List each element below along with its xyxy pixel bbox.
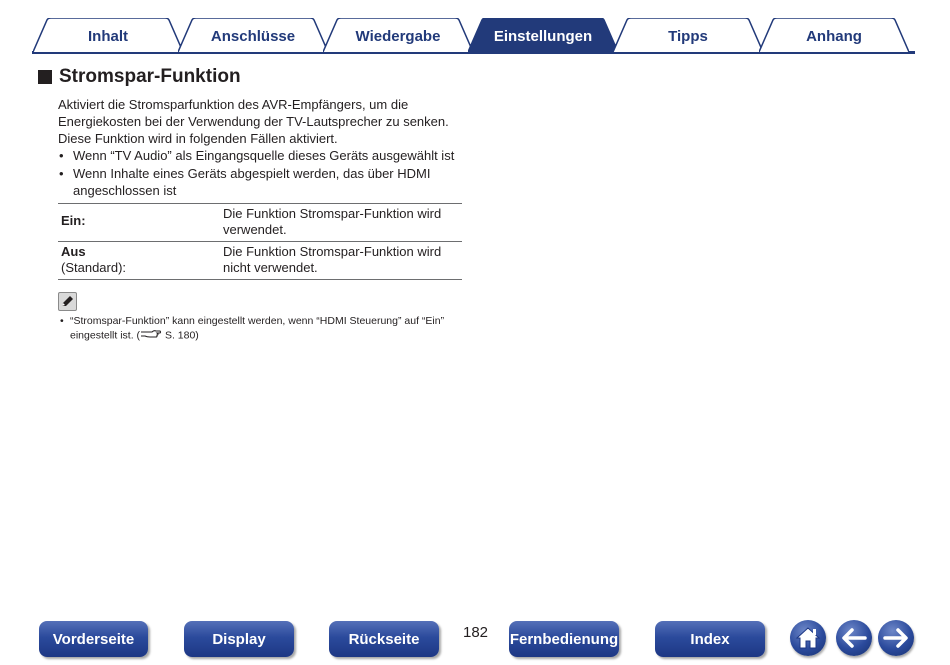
tab-einstellungen[interactable] <box>468 18 618 52</box>
button-label: Vorderseite <box>52 630 135 648</box>
tab-tipps[interactable] <box>613 18 763 52</box>
display-button[interactable] <box>184 621 294 657</box>
tab-label: Inhalt <box>88 27 128 45</box>
list-item <box>60 314 460 343</box>
option-name-cell <box>58 242 220 280</box>
previous-page-button[interactable] <box>836 620 872 656</box>
note-text: “Stromspar-Funktion” kann eingestellt werden, wenn “HDMI Steuerung” auf “Ein” eingestellt ist. ( <box>70 315 445 342</box>
tab-label: Anhang <box>806 27 862 45</box>
button-label: Rückseite <box>348 630 420 648</box>
tab-anhang[interactable] <box>759 18 909 52</box>
intro-line: Aktiviert die Stromsparfunktion des AVR-Empfängers, um die <box>58 97 409 112</box>
remote-control-button[interactable] <box>509 621 619 657</box>
next-page-button[interactable] <box>878 620 914 656</box>
section-heading <box>38 66 241 88</box>
pointing-hand-icon <box>140 328 162 343</box>
note-list <box>60 314 460 343</box>
home-icon <box>795 626 821 650</box>
page-number: 182 <box>463 624 489 641</box>
option-desc: Die Funktion Stromspar-Funktion wird verwendet. <box>220 204 462 242</box>
option-default-label: (Standard): <box>61 260 127 275</box>
option-name: Ein: <box>61 213 86 228</box>
option-name: Aus <box>61 244 86 259</box>
arrow-left-icon <box>841 628 867 648</box>
home-button[interactable] <box>790 620 826 656</box>
page-title: Stromspar-Funktion <box>59 66 241 87</box>
tab-label: Anschlüsse <box>210 27 296 45</box>
front-panel-button[interactable] <box>39 621 148 657</box>
option-name-cell <box>58 204 220 242</box>
rear-panel-button[interactable] <box>329 621 439 657</box>
arrow-right-icon <box>883 628 909 648</box>
list-item: • Wenn Inhalte eines Geräts abgespielt werden, das über HDMI angeschlossen ist <box>58 165 443 199</box>
intro-line: Diese Funktion wird in folgenden Fällen aktiviert. <box>58 131 338 146</box>
tab-inhalt[interactable] <box>33 18 183 52</box>
heading-square-icon <box>38 70 52 84</box>
option-desc: Die Funktion Stromspar-Funktion wird nicht verwendet. <box>220 242 462 280</box>
tab-anschluesse[interactable] <box>178 18 328 52</box>
button-label: Display <box>212 630 266 648</box>
intro-text <box>58 96 468 147</box>
list-item: • Wenn “TV Audio” als Eingangsquelle dieses Geräts ausgewählt ist <box>58 147 478 164</box>
button-label: Fernbedienung <box>509 630 619 648</box>
table-row <box>58 204 462 242</box>
pencil-icon <box>58 292 77 311</box>
button-label: Index <box>690 630 730 648</box>
tab-bar <box>0 0 950 56</box>
table-row <box>58 242 462 280</box>
tab-wiedergabe[interactable] <box>323 18 473 52</box>
tab-label: Einstellungen <box>493 27 593 45</box>
condition-list <box>58 147 478 200</box>
note-page-ref[interactable]: S. 180) <box>162 329 199 342</box>
options-table <box>58 203 462 280</box>
index-button[interactable] <box>655 621 765 657</box>
tab-label: Wiedergabe <box>355 27 441 45</box>
tab-label: Tipps <box>668 27 708 45</box>
intro-line: Energiekosten bei der Verwendung der TV-Lautsprecher zu senken. <box>58 114 449 129</box>
